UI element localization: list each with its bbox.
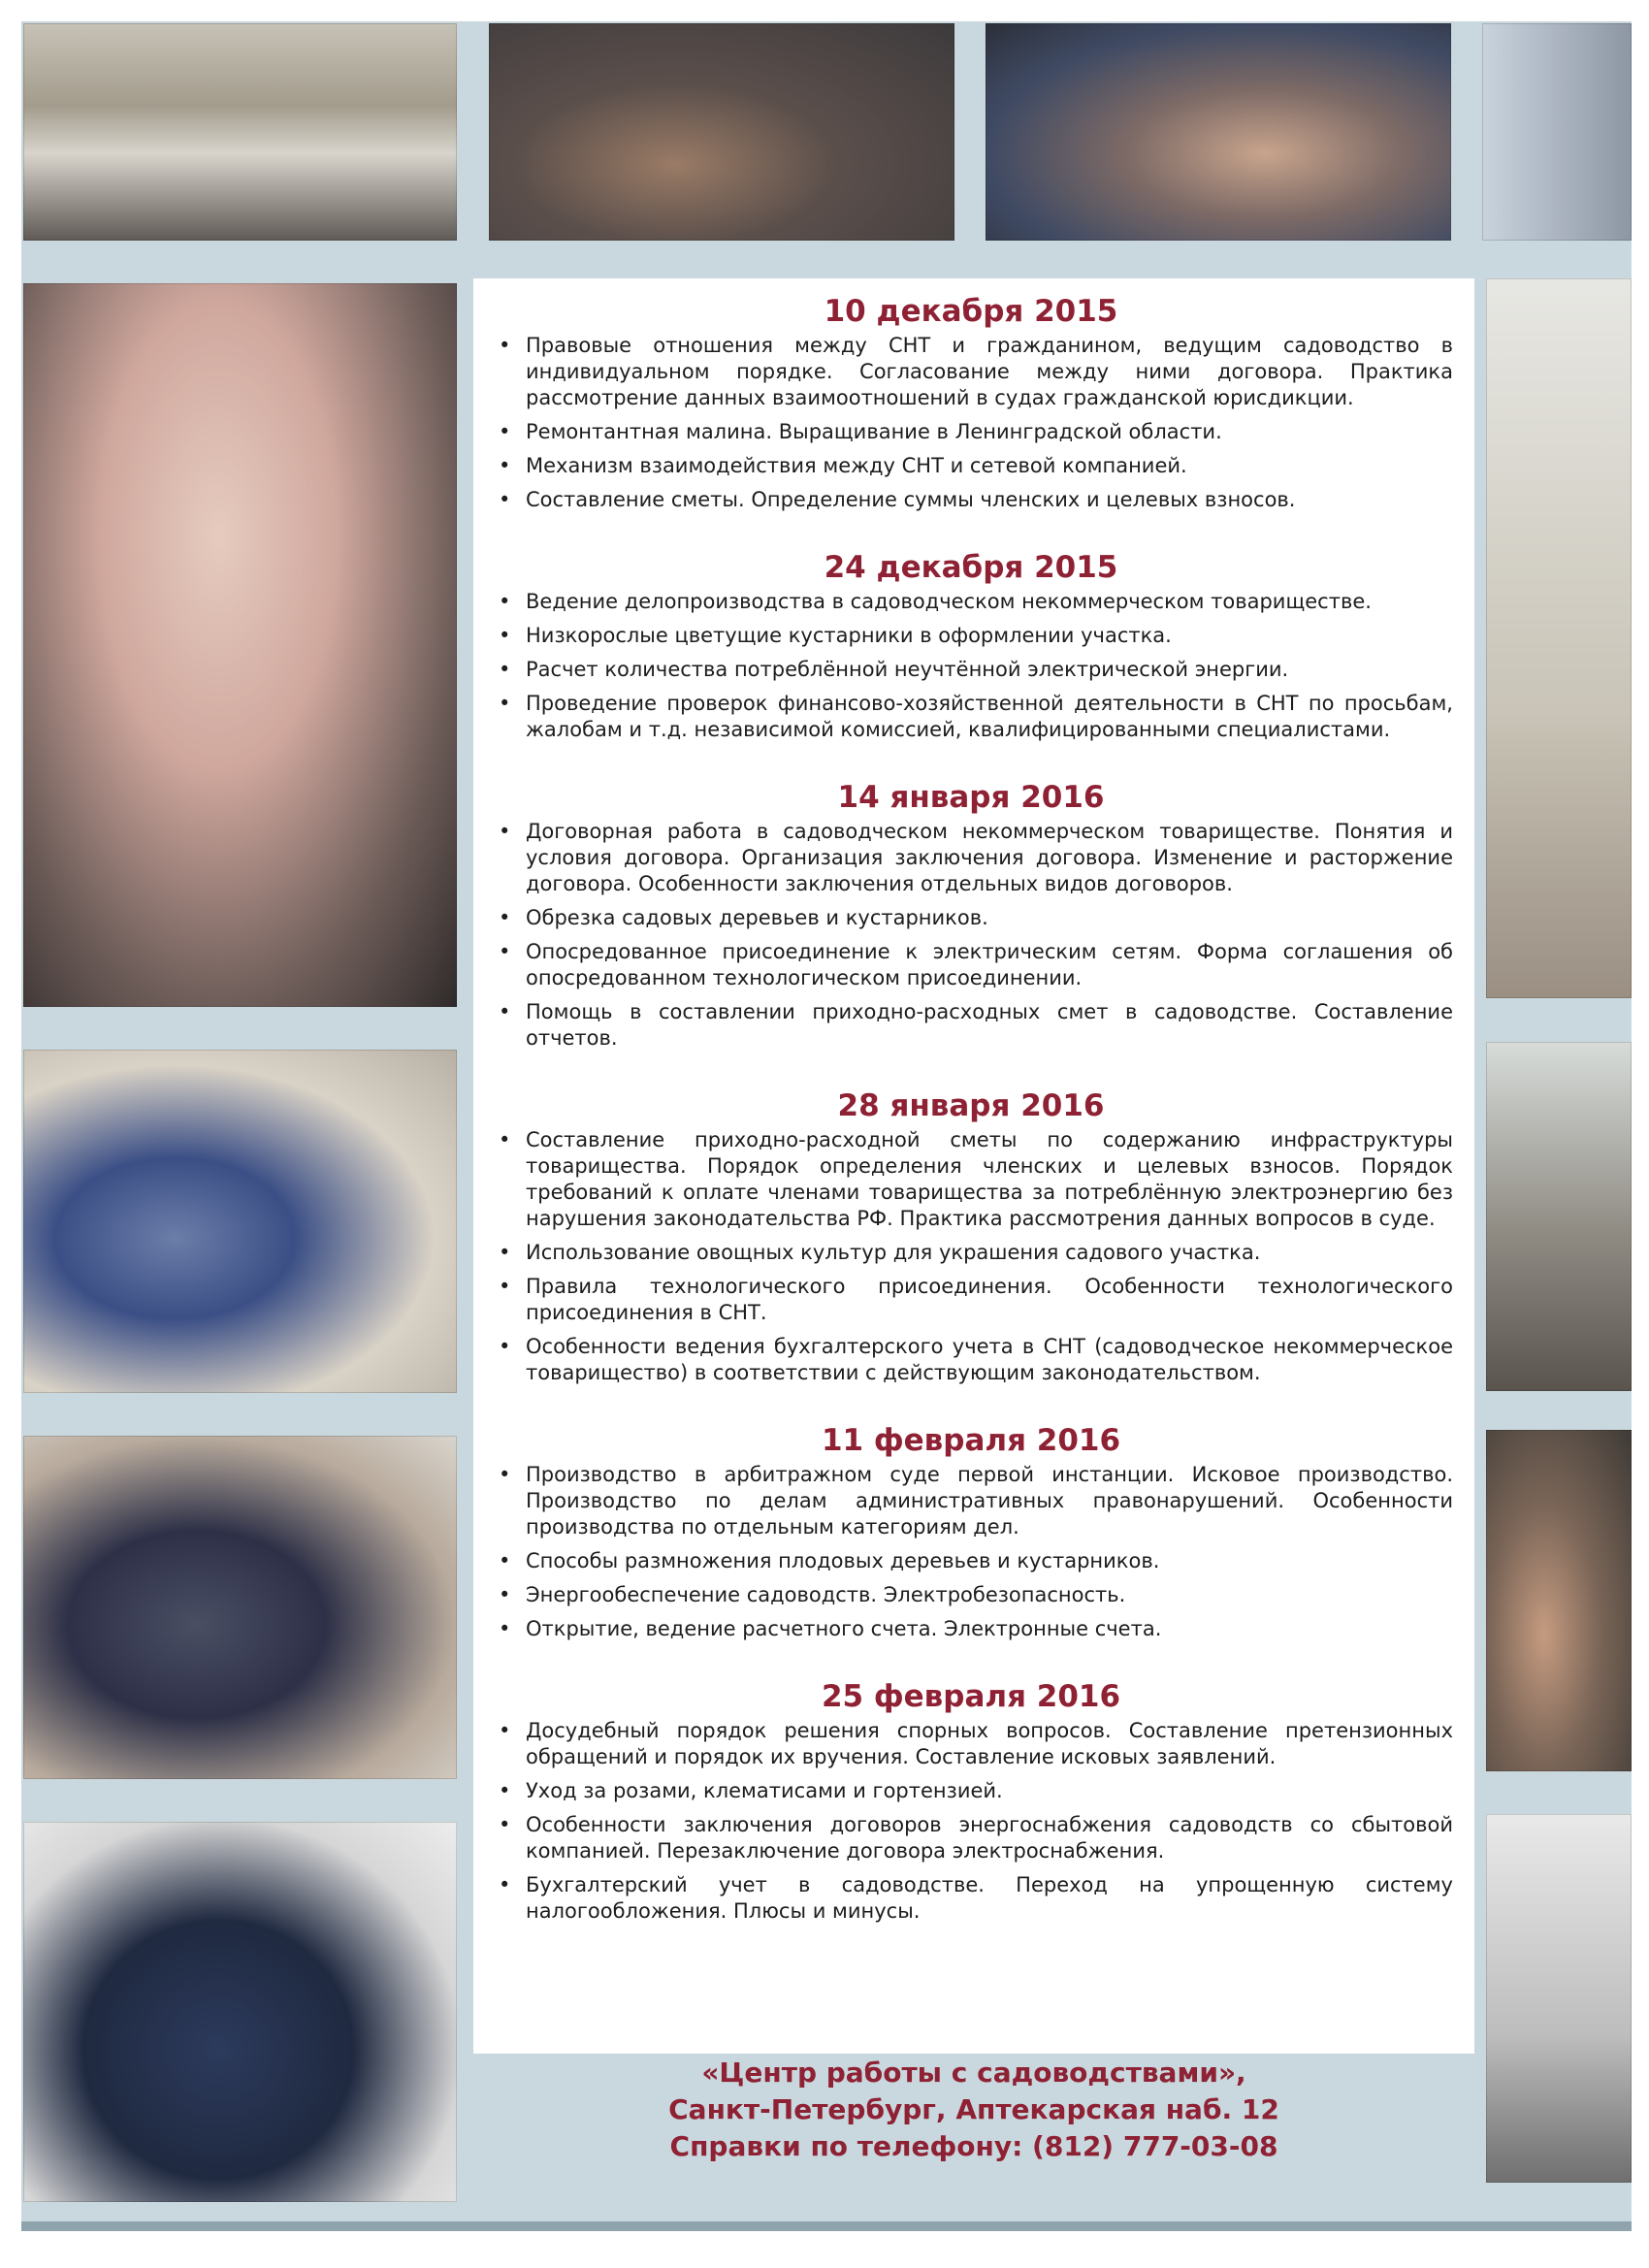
topic-item: [489, 1872, 1453, 1925]
schedule-section: [489, 290, 1453, 513]
topic-item: [489, 623, 1453, 649]
topic-text: Открытие, ведение расчетного счета. Электронные счета.: [526, 1617, 1162, 1640]
topic-text: Составление приходно-расходной сметы по содержанию инфраструктуры товарищества. Порядок определения членских и целевых взносов. Порядок требований к оплате членами товарищества за потреблённую электроэнергию без нарушения законодательства РФ. Практика рассмотрения данных вопросов в суде.: [526, 1128, 1453, 1230]
schedule-section: [489, 1419, 1453, 1642]
topic-item: [489, 905, 1453, 931]
topic-item: [489, 1616, 1453, 1642]
topic-item: [489, 1462, 1453, 1540]
bullet-icon: •: [499, 658, 511, 681]
bullet-icon: •: [499, 624, 511, 647]
section-date: 28 января 2016: [837, 1088, 1105, 1123]
topic-item: [489, 1718, 1453, 1770]
topic-item: [489, 1334, 1453, 1386]
topic-text: Обрезка садовых деревьев и кустарников.: [526, 906, 988, 929]
section-date: 25 февраля 2016: [821, 1679, 1121, 1714]
seminar-participants-photo: [986, 23, 1451, 241]
topic-text: Производство в арбитражном суде первой инстанции. Исковое производство. Производство по делам административных правонарушений. Особенности производства по отдельным категориям дел.: [526, 1463, 1453, 1539]
topic-text: Особенности ведения бухгалтерского учета в СНТ (садоводческое некоммерческое товарищество) в соответствии с действующим законодательством.: [526, 1335, 1453, 1384]
organization-name: «Центр работы с садоводствами»,: [701, 2057, 1246, 2089]
bullet-icon: •: [499, 1617, 511, 1640]
topic-item: [489, 1812, 1453, 1864]
bullet-icon: •: [499, 1275, 511, 1298]
schedule-section: [489, 546, 1453, 743]
bullet-icon: •: [499, 1335, 511, 1358]
bullet-icon: •: [499, 1719, 511, 1742]
section-date: 11 февраля 2016: [821, 1423, 1121, 1458]
bullet-icon: •: [499, 334, 511, 357]
topic-list: [489, 589, 1453, 743]
topic-text: Правовые отношения между СНТ и гражданином, ведущим садоводство в индивидуальном порядке. Согласование между ними договора. Практика рассмотрение данных взаимоотношений в судах гражданской юрисдикции.: [526, 334, 1453, 409]
seminar-schedule-panel: [473, 278, 1474, 2054]
topic-list: [489, 1718, 1453, 1925]
right-edge-photo-2: [1486, 1042, 1632, 1391]
bullet-icon: •: [499, 1583, 511, 1606]
bullet-icon: •: [499, 1873, 511, 1896]
address: Санкт-Петербург, Аптекарская наб. 12: [668, 2093, 1279, 2125]
seminar-audience-photo-1: [23, 1050, 457, 1393]
right-edge-photo-3: [1486, 1430, 1632, 1771]
schedule-section: [489, 1085, 1453, 1386]
bullet-icon: •: [499, 420, 511, 443]
topic-text: Особенности заключения договоров энергоснабжения садоводств со сбытовой компанией. Перезаключение договора электроснабжения.: [526, 1813, 1453, 1863]
topic-item: [489, 1582, 1453, 1608]
phone-info: Справки по телефону: (812) 777-03-08: [669, 2130, 1278, 2162]
topic-text: Способы размножения плодовых деревьев и кустарников.: [526, 1549, 1160, 1572]
topic-text: Составление сметы. Определение суммы членских и целевых взносов.: [526, 488, 1296, 511]
topic-item: [489, 453, 1453, 479]
topic-text: Энергообеспечение садоводств. Электробезопасность.: [526, 1583, 1126, 1606]
bullet-icon: •: [499, 820, 511, 843]
topic-item: [489, 1240, 1453, 1266]
bullet-icon: •: [499, 590, 511, 613]
section-date: 14 января 2016: [837, 780, 1105, 815]
schedule-section: [489, 776, 1453, 1052]
topic-text: Ведение делопроизводства в садоводческом некоммерческом товариществе.: [526, 590, 1372, 613]
topic-text: Помощь в составлении приходно-расходных смет в садоводстве. Составление отчетов.: [526, 1000, 1453, 1050]
topic-text: Ремонтантная малина. Выращивание в Ленинградской области.: [526, 420, 1222, 443]
bullet-icon: •: [499, 1549, 511, 1572]
bullet-icon: •: [499, 692, 511, 715]
bullet-icon: •: [499, 1000, 511, 1023]
right-edge-photo-4: [1486, 1814, 1632, 2183]
right-edge-photo-1: [1486, 278, 1632, 998]
seminar-audience-photo-2: [23, 1436, 457, 1779]
topic-item: [489, 589, 1453, 615]
woman-writing-photo: [23, 283, 457, 1007]
topic-list: [489, 1462, 1453, 1642]
topic-text: Опосредованное присоединение к электрическим сетям. Форма соглашения об опосредованном технологическом присоединении.: [526, 940, 1453, 989]
schedule-section: [489, 1675, 1453, 1925]
bullet-icon: •: [499, 940, 511, 963]
schedule-content: [489, 290, 1453, 1932]
topic-item: [489, 691, 1453, 743]
topic-text: Использование овощных культур для украшения садового участка.: [526, 1241, 1261, 1264]
bullet-icon: •: [499, 1241, 511, 1264]
bottom-rule: [21, 2221, 1632, 2231]
topic-text: Проведение проверок финансово-хозяйственной деятельности в СНТ по просьбам, жалобам и т.д. независимой комиссией, квалифицированными специалистами.: [526, 692, 1453, 741]
bullet-icon: •: [499, 488, 511, 511]
topic-item: [489, 1274, 1453, 1326]
topic-item: [489, 657, 1453, 683]
section-date: 10 декабря 2015: [824, 294, 1118, 329]
topic-item: [489, 939, 1453, 991]
topic-list: [489, 333, 1453, 513]
bullet-icon: •: [499, 1779, 511, 1802]
topic-item: [489, 419, 1453, 445]
contact-footer: [473, 2055, 1474, 2190]
bullet-icon: •: [499, 1128, 511, 1151]
section-date: 24 декабря 2015: [824, 550, 1118, 585]
topic-text: Механизм взаимодействия между СНТ и сетевой компанией.: [526, 454, 1187, 477]
edge-photo-top-right: [1482, 23, 1632, 241]
topic-text: Правила технологического присоединения. Особенности технологического присоединения в СНТ.: [526, 1275, 1453, 1324]
topic-item: [489, 819, 1453, 897]
topic-item: [489, 1548, 1453, 1574]
bullet-icon: •: [499, 454, 511, 477]
bullet-icon: •: [499, 1813, 511, 1836]
man-writing-photo: [23, 1822, 457, 2202]
topic-list: [489, 1127, 1453, 1386]
seminar-hall-photo: [489, 23, 954, 241]
bullet-icon: •: [499, 1463, 511, 1486]
topic-item: [489, 1127, 1453, 1232]
topic-item: [489, 999, 1453, 1052]
topic-text: Досудебный порядок решения спорных вопросов. Составление претензионных обращений и порядок их вручения. Составление исковых заявлений.: [526, 1719, 1453, 1768]
topic-text: Расчет количества потреблённой неучтённой электрической энергии.: [526, 658, 1289, 681]
topic-text: Низкорослые цветущие кустарники в оформлении участка.: [526, 624, 1172, 647]
topic-text: Уход за розами, клематисами и гортензией.: [526, 1779, 1003, 1802]
topic-text: Договорная работа в садоводческом некоммерческом товариществе. Понятия и условия договора. Организация заключения договора. Изменение и расторжение договора. Особенности заключения отдельных видов договоров.: [526, 820, 1453, 895]
topic-item: [489, 487, 1453, 513]
bullet-icon: •: [499, 906, 511, 929]
topic-text: Бухгалтерский учет в садоводстве. Переход на упрощенную систему налогообложения. Плюсы и минусы.: [526, 1873, 1453, 1923]
topic-item: [489, 333, 1453, 411]
topic-list: [489, 819, 1453, 1052]
topic-item: [489, 1778, 1453, 1804]
street-with-cars-photo: [23, 23, 457, 241]
